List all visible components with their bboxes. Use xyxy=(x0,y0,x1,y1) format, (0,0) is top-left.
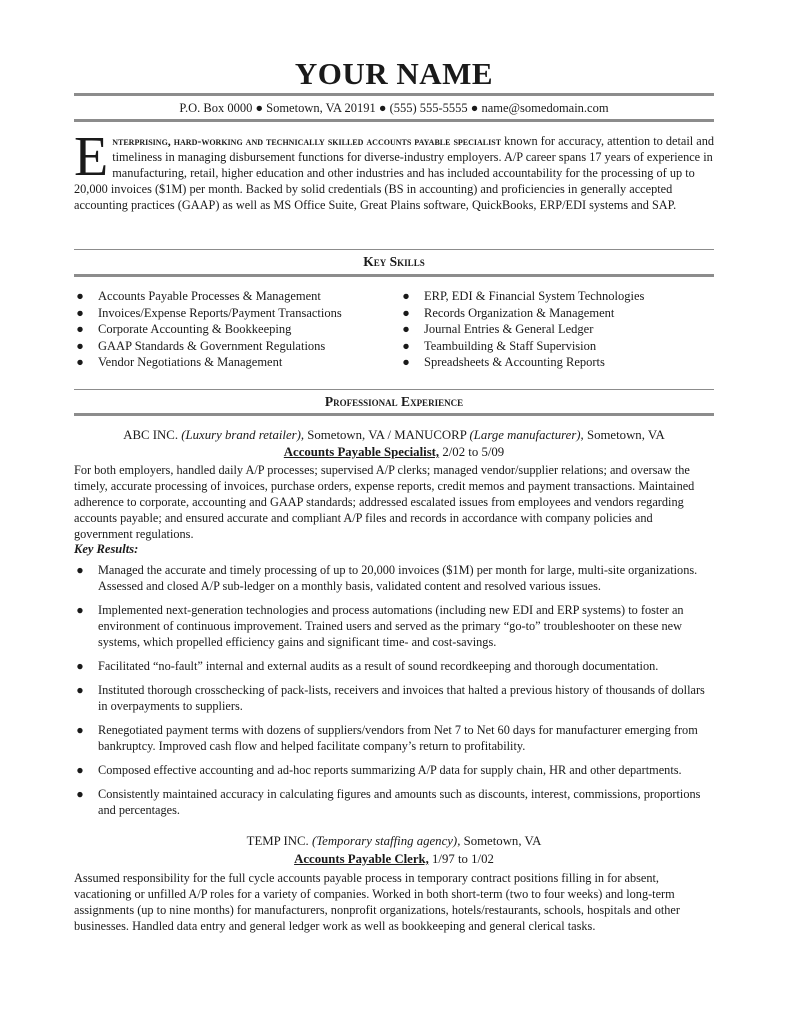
experience-heading: Professional Experience xyxy=(324,394,464,409)
bullet-icon: ● xyxy=(402,305,410,320)
skill-item: ● ERP, EDI & Financial System Technologies xyxy=(400,288,644,305)
skill-item: ● Records Organization & Management xyxy=(400,305,644,322)
bullet-icon: ● xyxy=(76,763,84,777)
list-item: ● Consistently maintained accuracy in calculating figures and amounts such as discounts, interest, commissions, proportions and percentages. xyxy=(74,786,714,818)
job2-summary: Assumed responsibility for the full cycle accounts payable process in temporary contract positions filling in for absent, vacationing or unfilled A/P roles for a variety of companies. Worked in both short-term (two to four weeks) and long-term assignments (up to nine months) for manufacturers, nonprofit organizations, hotels/restaurants, schools, hospitals and other businesses. Handled data entry and general ledger work as well as bookkeeping and general clerical tasks. xyxy=(74,871,680,933)
bullet-icon: ● xyxy=(76,723,84,737)
bullet-icon: ● xyxy=(402,338,410,353)
skill-item: ● Teambuilding & Staff Supervision xyxy=(400,338,644,355)
bullet-icon: ● xyxy=(402,289,410,303)
summary-paragraph xyxy=(74,126,714,213)
bullet-icon: ● xyxy=(76,322,84,336)
skills-heading: Key Skills xyxy=(363,254,425,269)
bullet-icon: ● xyxy=(76,603,84,617)
skill-item: ● Corporate Accounting & Bookkeeping xyxy=(74,321,342,338)
bullet-icon: ● xyxy=(76,355,84,369)
bullet-icon: ● xyxy=(402,322,410,336)
job2-title: Accounts Payable Clerk, xyxy=(294,852,429,866)
skill-item: ● Spreadsheets & Accounting Reports xyxy=(400,354,644,371)
job2-employer: TEMP INC. (Temporary staffing agency), Sometown, VA xyxy=(246,834,542,848)
skills-left-column xyxy=(74,288,342,371)
job1-title: Accounts Payable Specialist, xyxy=(283,445,440,459)
skill-item: ● Journal Entries & General Ledger xyxy=(400,321,644,338)
list-item: ● Managed the accurate and timely processing of up to 20,000 invoices ($1M) per month for large, multi-site organizations. Assessed and closed A/P sub-ledger on a monthly basis, validated content and resolved various issues. xyxy=(74,562,714,594)
key-results-list xyxy=(74,562,714,826)
bullet-icon: ● xyxy=(402,355,410,369)
list-item: ● Implemented next-generation technologies and process automations (including new EDI and ERP systems) to foster an environment of continuous improvement. Trained users and served as the primary “go-to” troubleshooter on these new systems, which propelled efficiency gains and significant time- and cost-savings. xyxy=(74,602,714,650)
bullet-icon: ● xyxy=(76,563,84,577)
list-item: ● Instituted thorough crosschecking of pack-lists, receivers and invoices that halted a previous history of thousands of dollars in overpayments to suppliers. xyxy=(74,682,714,714)
bullet-icon: ● xyxy=(76,338,84,353)
job1-dates: 2/02 to 5/09 xyxy=(439,445,505,459)
skills-rule-top xyxy=(74,249,714,250)
bullet-icon: ● xyxy=(76,787,84,801)
summary-body: known for accuracy, attention to detail and timeliness in managing disbursement functions for diverse-industry employers. A/P career spans 17 years of experience in manufacturing, retail, higher education and other industries and has included accountability for the processing of up to 20,000 invoices ($1M) per month. Backed by solid credentials (BS in accounting) and proficiencies in generally accepted accounting practices (GAAP) as well as MS Office Suite, Great Plains software, QuickBooks, ERP/EDI systems and SAP. xyxy=(74,134,714,212)
key-results-label: Key Results: xyxy=(74,542,139,556)
experience-rule-top xyxy=(74,389,714,390)
bullet-icon: ● xyxy=(76,683,84,697)
experience-rule-bottom xyxy=(74,413,714,416)
skill-item: ● Vendor Negotiations & Management xyxy=(74,354,342,371)
bullet-icon: ● xyxy=(76,659,84,673)
list-item: ● Renegotiated payment terms with dozens of suppliers/vendors from Net 7 to Net 60 days for manufacturer emerging from bankruptcy. Improved cash flow and helped facilitate company’s return to profitability. xyxy=(74,722,714,754)
bullet-icon: ● xyxy=(76,305,84,320)
skills-right-column xyxy=(400,288,644,371)
header-rule-bottom xyxy=(74,119,714,122)
list-item: ● Facilitated “no-fault” internal and external audits as a result of sound recordkeeping and thorough documentation. xyxy=(74,658,714,674)
job1-employers: ABC INC. (Luxury brand retailer), Sometown, VA / MANUCORP (Large manufacturer), Sometown, VA xyxy=(123,428,665,442)
list-item: ● Composed effective accounting and ad-hoc reports summarizing A/P data for supply chain, HR and other departments. xyxy=(74,762,714,778)
contact-line: P.O. Box 0000 ● Sometown, VA 20191 ● (555) 555-5555 ● name@somedomain.com xyxy=(179,101,609,115)
job1-title-line xyxy=(74,444,714,460)
header-rule-top xyxy=(74,93,714,96)
skill-item: ● Accounts Payable Processes & Management xyxy=(74,288,342,305)
skills-rule-bottom xyxy=(74,274,714,277)
job1-summary: For both employers, handled daily A/P processes; supervised A/P clerks; managed vendor/supplier relations; and oversaw the timely, accurate processing of invoices, purchase orders, expense reports, credit memos and payment transactions. Maintained adherence to corporate, accounting and GAAP standards; addressed escalated issues from employees and vendors regarding accounts payable; and ensured accurate and compliant A/P files and records in accordance with company policies and government regulations. xyxy=(74,463,695,541)
bullet-icon: ● xyxy=(76,289,84,303)
candidate-name: YOUR NAME xyxy=(294,56,494,91)
summary-dropcap: E xyxy=(74,126,109,188)
job2-dates: 1/97 to 1/02 xyxy=(428,852,494,866)
summary-lead: nterprising, hard-working and technically skilled accounts payable specialist xyxy=(112,134,502,148)
job2-title-line xyxy=(74,851,714,867)
skill-item: ● Invoices/Expense Reports/Payment Transactions xyxy=(74,305,342,322)
skill-item: ● GAAP Standards & Government Regulations xyxy=(74,338,342,355)
